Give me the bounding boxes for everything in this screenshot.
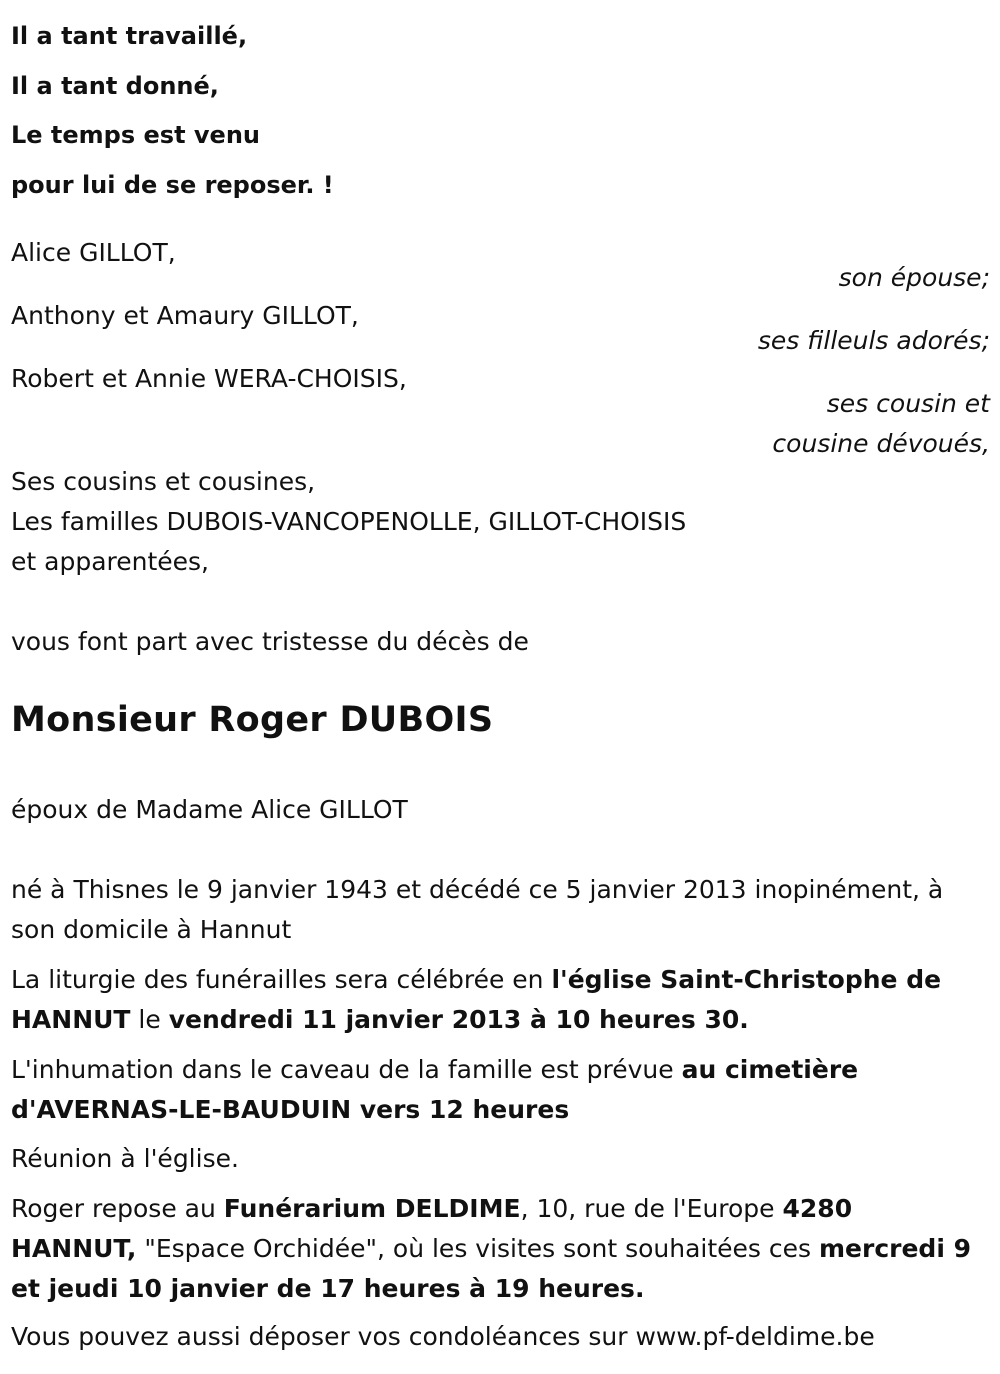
poem-line: Le temps est venu	[11, 121, 260, 149]
poem-line: Il a tant donné,	[11, 71, 219, 100]
deceased-name: Monsieur Roger DUBOIS	[11, 700, 494, 740]
visitation-paragraph: Roger repose au Funérarium DELDIME, 10, rue de l'Europe 4280 HANNUT, "Espace Orchidée", où les visites sont souhaitées ces mercredi 9 et jeudi 10 janvier de 17 heures à 19 heures.	[11, 1194, 971, 1303]
family-role: son épouse;	[838, 263, 990, 292]
cemetery-location: au cimetière d'AVERNAS-LE-BAUDUIN vers 12 heures	[11, 1055, 859, 1124]
announcement: vous font part avec tristesse du décès de	[11, 627, 529, 656]
visitation-times: mercredi 9 et jeudi 10 janvier de 17 heures à 19 heures.	[11, 1234, 971, 1303]
family-name: Anthony et Amaury GILLOT,	[11, 301, 359, 330]
birth-death-line: son domicile à Hannut	[11, 915, 292, 944]
family-role: cousine dévoués,	[772, 429, 990, 458]
family-name: Alice GILLOT,	[11, 238, 176, 267]
spouse-line: époux de Madame Alice GILLOT	[11, 795, 408, 824]
burial-paragraph: L'inhumation dans le caveau de la famille est prévue au cimetière d'AVERNAS-LE-BAUDUIN vers 12 heures	[11, 1055, 859, 1124]
condolences-line: Vous pouvez aussi déposer vos condoléances sur www.pf-deldime.be	[11, 1322, 875, 1351]
relatives-line: Les familles DUBOIS-VANCOPENOLLE, GILLOT-CHOISIS	[11, 507, 687, 536]
family-name: Robert et Annie WERA-CHOISIS,	[11, 364, 407, 393]
relatives-line: Ses cousins et cousines,	[11, 467, 316, 496]
liturgy-paragraph: La liturgie des funérailles sera célébrée en l'église Saint-Christophe de HANNUT le vendredi 11 janvier 2013 à 10 heures 30.	[11, 965, 942, 1034]
birth-death-line: né à Thisnes le 9 janvier 1943 et décédé ce 5 janvier 2013 inopinément, à	[11, 875, 944, 904]
meeting-line: Réunion à l'église.	[11, 1144, 239, 1173]
funeral-home: Funérarium DELDIME	[223, 1194, 521, 1223]
postal-city: 4280 HANNUT,	[11, 1194, 853, 1263]
family-role: ses filleuls adorés;	[757, 326, 990, 355]
ceremony-datetime: vendredi 11 janvier 2013 à 10 heures 30.	[168, 1005, 749, 1034]
poem-line: Il a tant travaillé,	[11, 22, 248, 50]
church-location: l'église Saint-Christophe de HANNUT	[11, 965, 942, 1034]
family-role: ses cousin et	[826, 389, 990, 418]
relatives-line: et apparentées,	[11, 547, 209, 576]
poem	[11, 12, 334, 210]
poem-line: pour lui de se reposer. !	[11, 170, 334, 199]
